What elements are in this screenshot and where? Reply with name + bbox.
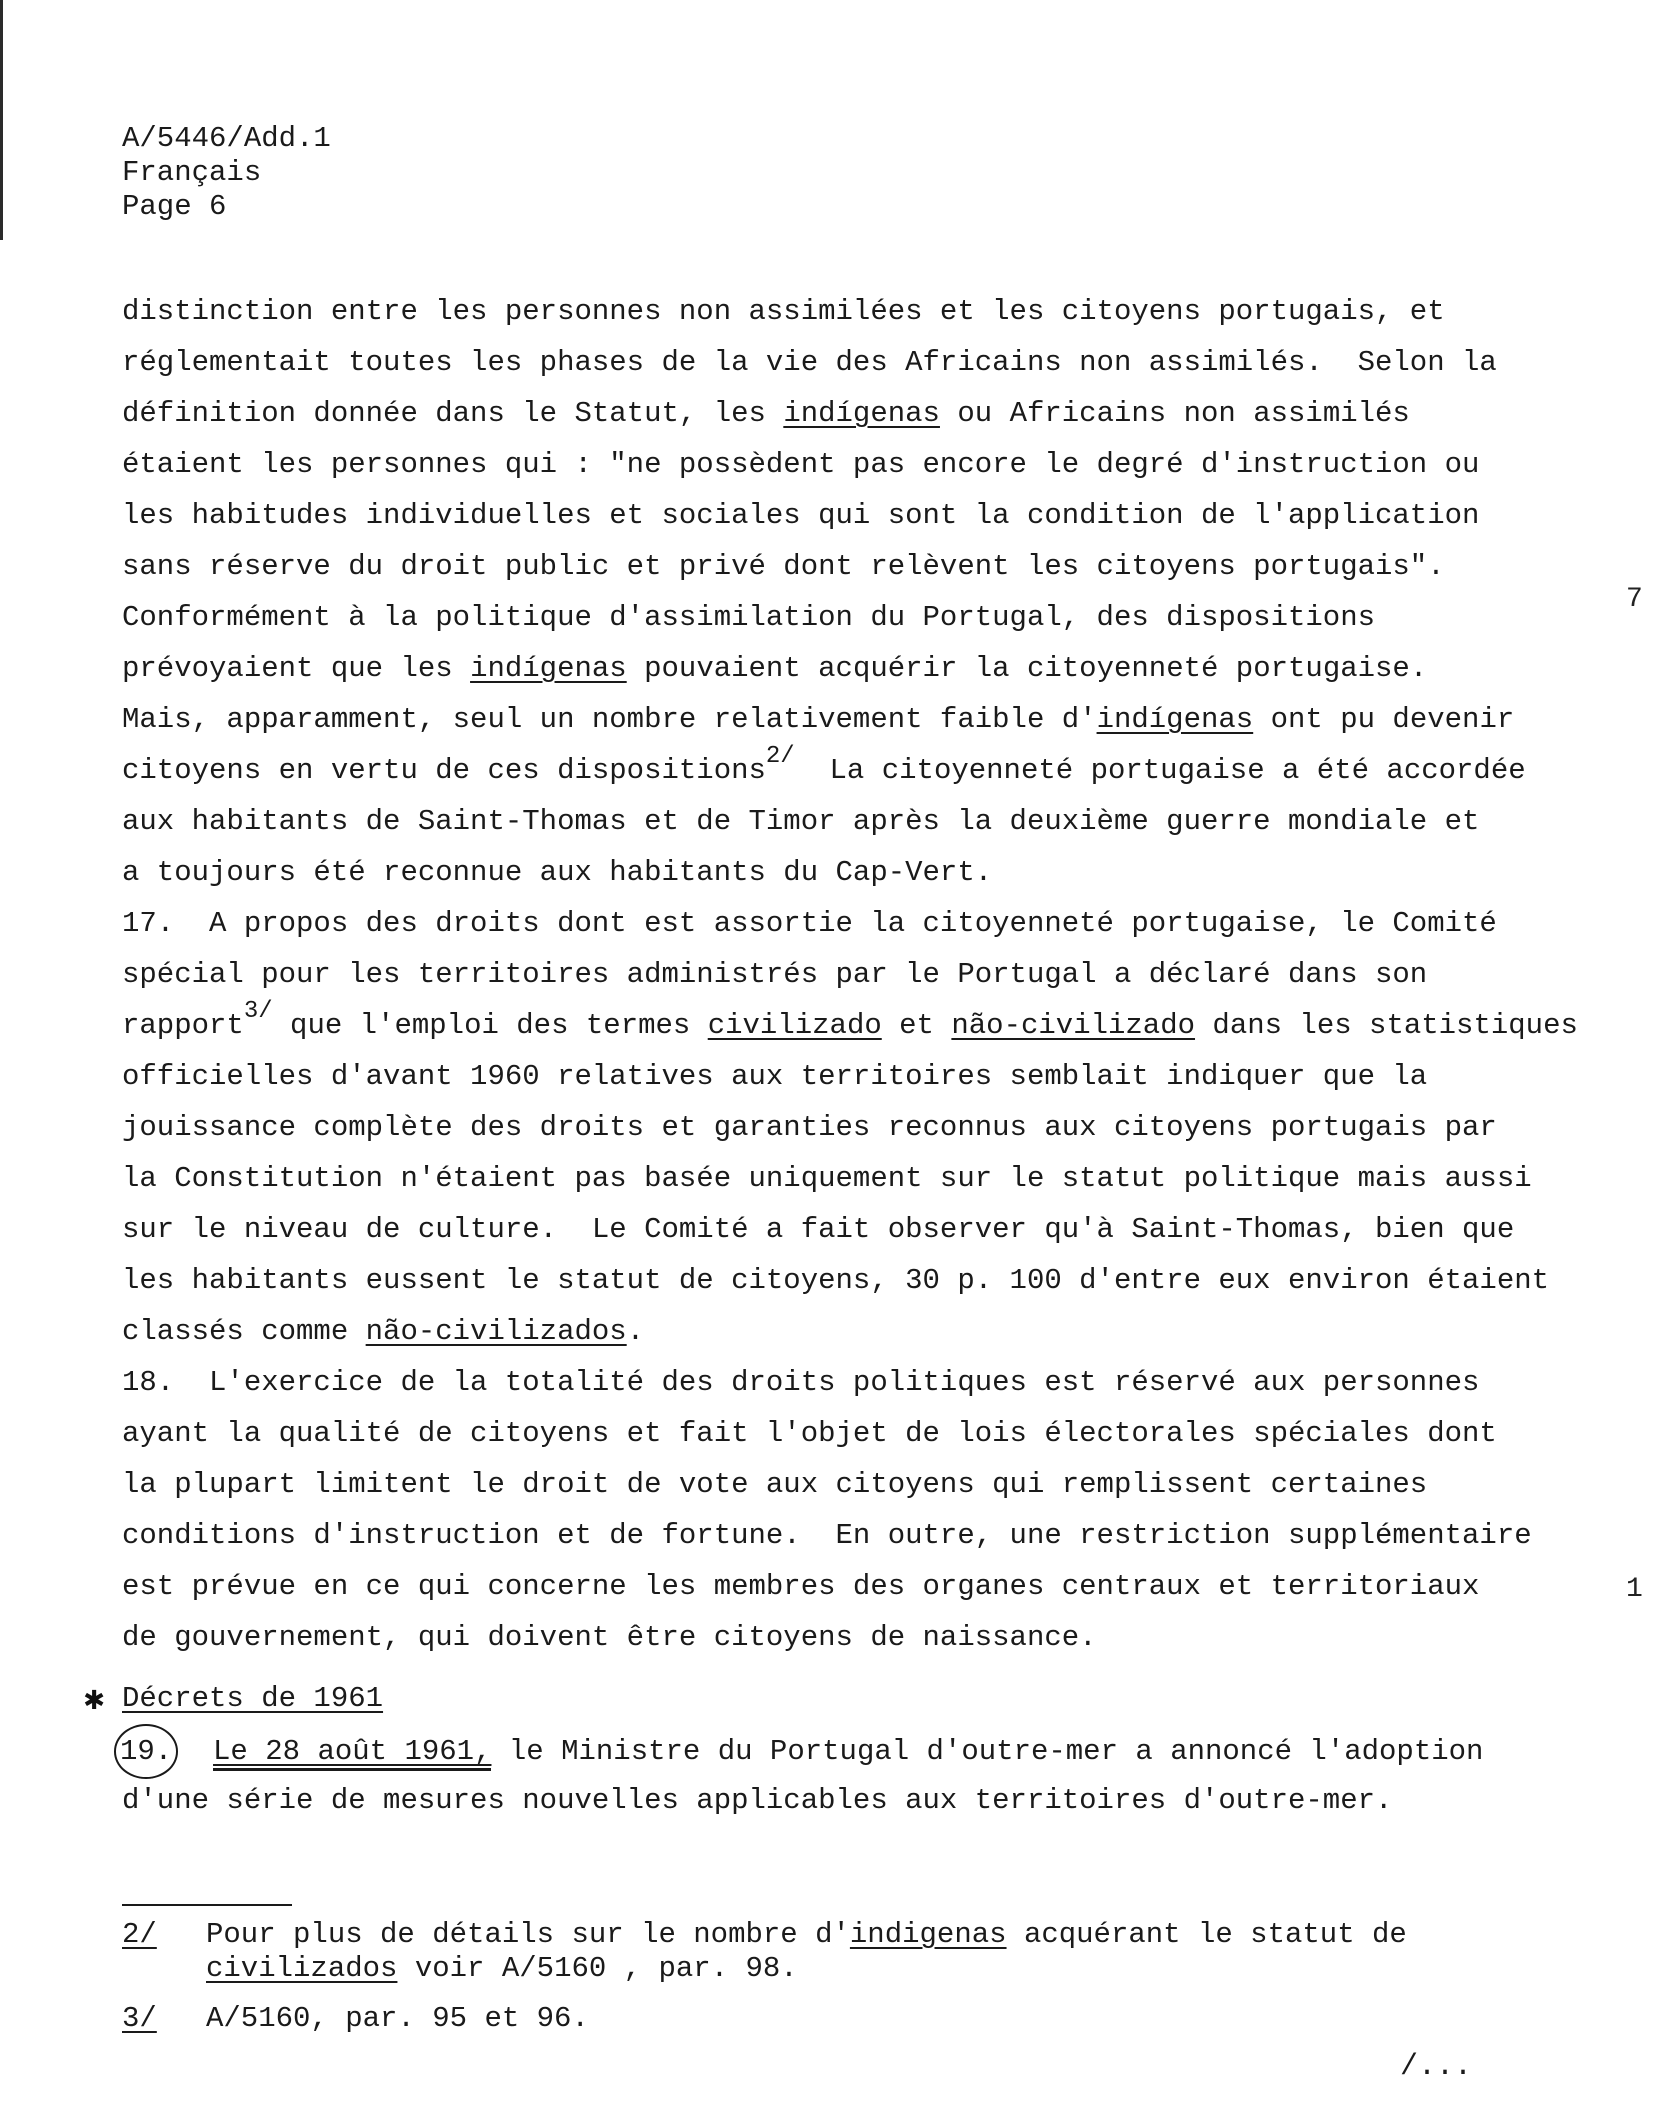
document-symbol: A/5446/Add.1 [122, 122, 331, 155]
underlined-term: indigenas [849, 1918, 1007, 1951]
footnote-ref-2[interactable]: 2/ [765, 743, 795, 770]
text-line: Conformément à la politique d'assimilation du Portugal, des dispositions [122, 601, 1376, 634]
page-number: Page 6 [122, 190, 227, 223]
margin-mark-icon: 1 [1626, 1574, 1643, 1605]
text-line: a toujours été reconnue aux habitants du Cap-Vert. [122, 856, 993, 889]
text-line: les habitants eussent le statut de citoyens, 30 p. 100 d'entre eux environ étaient [122, 1264, 1550, 1297]
text-line: sur le niveau de culture. Le Comité a fait observer qu'à Saint-Thomas, bien que [122, 1213, 1515, 1246]
text-line: réglementait toutes les phases de la vie des Africains non assimilés. Selon la [122, 346, 1497, 379]
text-line: 19. Le 28 août 1961, le Ministre du Portugal d'outre-mer a annoncé l'adoption [122, 1724, 1562, 1775]
circled-paragraph-number: 19. [114, 1724, 178, 1779]
footnote-2 [122, 1918, 1422, 1986]
footnotes [122, 1918, 1422, 2052]
text-line: officielles d'avant 1960 relatives aux territoires semblait indiquer que la [122, 1060, 1428, 1093]
underlined-term: indígenas [470, 652, 627, 685]
text-line: distinction entre les personnes non assimilées et les citoyens portugais, et [122, 295, 1445, 328]
text-line: spécial pour les territoires administrés par le Portugal a déclaré dans son [122, 958, 1428, 991]
text-line: les habitudes individuelles et sociales qui sont la condition de l'application [122, 499, 1480, 532]
underlined-term: indígenas [1096, 703, 1254, 736]
footnote-3 [122, 2002, 1422, 2036]
section-heading: Décrets de 1961 [122, 1682, 384, 1715]
text-line: d'une série de mesures nouvelles applicables aux territoires d'outre-mer. [122, 1784, 1393, 1817]
footnote-ref-3[interactable]: 3/ [243, 998, 273, 1025]
footnote-number: 3/ [122, 2002, 157, 2035]
underlined-date: Le 28 août 1961, [213, 1735, 491, 1771]
text-line: la Constitution n'étaient pas basée uniquement sur le statut politique mais aussi [122, 1162, 1532, 1195]
underlined-term: indígenas [783, 397, 940, 430]
footnote-number: 2/ [122, 1918, 157, 1951]
text-line: est prévue en ce qui concerne les membres des organes centraux et territoriaux [122, 1570, 1480, 1603]
text-line: 17. A propos des droits dont est assortie la citoyenneté portugaise, le Comité [122, 907, 1497, 940]
text-line: prévoyaient que les indígenas pouvaient acquérir la citoyenneté portugaise. [122, 652, 1428, 685]
footnote-text: Pour plus de détails sur le nombre d'indigenas acquérant le statut de civilizados voir A/5160 , par. 98. [206, 1918, 1407, 1985]
text-line: étaient les personnes qui : "ne possèdent pas encore le degré d'instruction ou [122, 448, 1480, 481]
handwritten-mark-icon: ✱ [84, 1682, 105, 1720]
document-language: Français [122, 156, 262, 189]
footnote-divider [122, 1904, 292, 1906]
underlined-term: civilizados [206, 1952, 398, 1985]
document-header [122, 122, 331, 224]
text-line: jouissance complète des droits et garanties reconnus aux citoyens portugais par [122, 1111, 1497, 1144]
text-line: la plupart limitent le droit de vote aux citoyens qui remplissent certaines [122, 1468, 1428, 1501]
text-line: sans réserve du droit public et privé dont relèvent les citoyens portugais". [122, 550, 1445, 583]
underlined-term: civilizado [707, 1009, 882, 1042]
text-line: classés comme não-civilizados. [122, 1315, 645, 1348]
text-line: rapport$^{3/}$ que l'emploi des termes civilizado et não-civilizado dans les statistiques [122, 998, 1578, 1042]
paragraph-19 [122, 1724, 1562, 1826]
text-line: de gouvernement, qui doivent être citoyens de naissance. [122, 1621, 1097, 1654]
text-line: définition donnée dans le Statut, les indígenas ou Africains non assimilés [122, 397, 1410, 430]
body-text [120, 286, 1578, 1826]
footnote-text: A/5160, par. 95 et 96. [206, 2002, 589, 2035]
underlined-term: não-civilizado [951, 1009, 1196, 1042]
text-line: conditions d'instruction et de fortune. En outre, une restriction supplémentaire [122, 1519, 1532, 1552]
paragraph-16 [122, 286, 1562, 898]
text-line: Mais, apparamment, seul un nombre relativement faible d'indígenas ont pu devenir [122, 703, 1515, 736]
continuation-mark: /... [1400, 2050, 1473, 2084]
underlined-term: não-civilizados [365, 1315, 627, 1348]
text-line: 18. L'exercice de la totalité des droits politiques est réservé aux personnes [122, 1366, 1480, 1399]
paragraph-17 [122, 898, 1578, 1357]
paragraph-18 [122, 1357, 1562, 1663]
text-line: aux habitants de Saint-Thomas et de Timor après la deuxième guerre mondiale et [122, 805, 1480, 838]
text-line: citoyens en vertu de ces dispositions$^{2/}$ La citoyenneté portugaise a été accordée [122, 743, 1526, 787]
text-line: ayant la qualité de citoyens et fait l'objet de lois électorales spéciales dont [122, 1417, 1497, 1450]
margin-mark-icon: 7 [1626, 584, 1643, 615]
scan-edge-mark [0, 0, 3, 240]
